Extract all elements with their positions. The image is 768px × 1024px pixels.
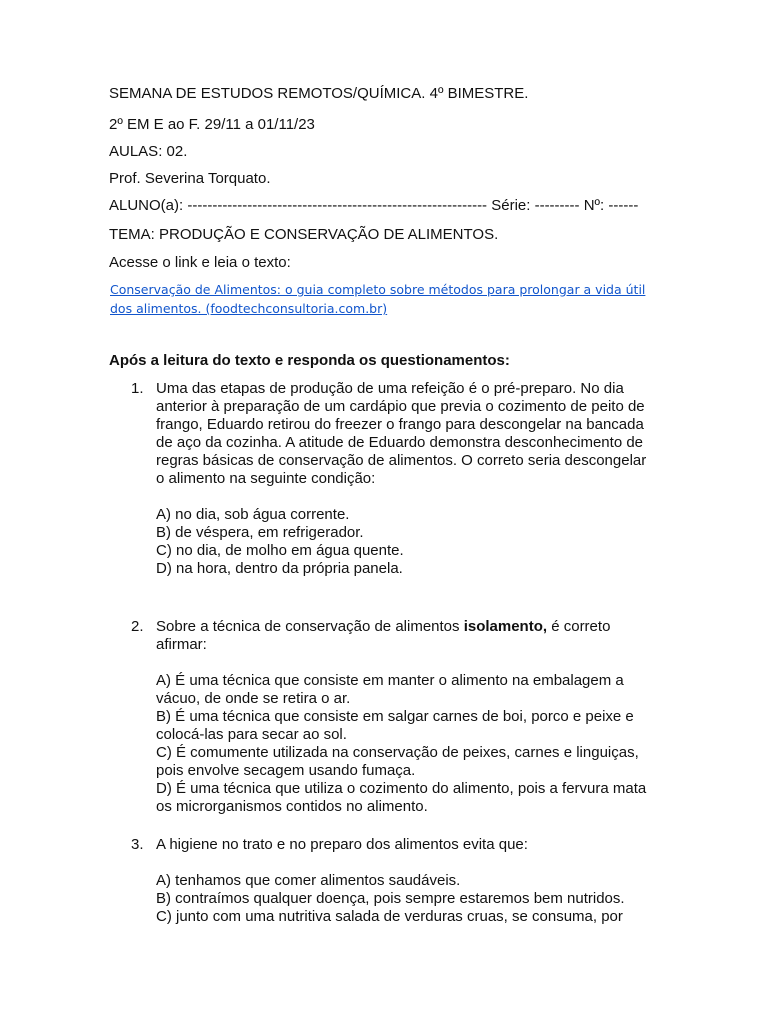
option-c: C) É comumente utilizada na conservação de peixes, carnes e linguiças, pois envolve secagem usando fumaça. <box>156 744 639 779</box>
option-c: C) no dia, de molho em água quente. <box>156 542 404 559</box>
option-c: C) junto com uma nutritiva salada de verduras cruas, se consuma, por <box>156 908 623 925</box>
question-text: A higiene no trato e no preparo dos alimentos evita que: <box>156 836 528 853</box>
question-2 <box>131 618 651 816</box>
theme-line: TEMA: PRODUÇÃO E CONSERVAÇÃO DE ALIMENTOS. <box>109 226 499 243</box>
question-text-start: Sobre a técnica de conservação de alimentos <box>156 618 464 635</box>
question-number: 2. <box>131 618 144 635</box>
access-link-prompt: Acesse o link e leia o texto: <box>109 254 291 271</box>
option-d: D) É uma técnica que utiliza o cozimento do alimento, pois a fervura mata os microrganismos contidos no alimento. <box>156 780 647 815</box>
question-number: 1. <box>131 380 144 397</box>
question-text-bold-term: isolamento, <box>463 618 548 635</box>
question-text-end: é correto afirmar: <box>156 618 611 653</box>
question-number: 3. <box>131 836 144 853</box>
question-3 <box>131 836 651 926</box>
header-line-teacher: Prof. Severina Torquato. <box>109 170 271 187</box>
option-a: A) no dia, sob água corrente. <box>156 506 350 523</box>
instruction-heading: Após a leitura do texto e responda os questionamentos: <box>109 352 510 369</box>
option-d: D) na hora, dentro da própria panela. <box>156 560 403 577</box>
options-list <box>156 672 651 816</box>
option-b: B) de véspera, em refrigerador. <box>156 524 364 541</box>
question-1 <box>131 380 651 578</box>
header-line-class-dates: 2º EM E ao F. 29/11 a 01/11/23 <box>109 116 315 133</box>
options-list <box>156 506 651 578</box>
student-field-line: ALUNO(a): ------------------------------------------------------------ Série: --------- Nº: ------ <box>109 197 639 214</box>
option-a: A) É uma técnica que consiste em manter o alimento na embalagem a vácuo, de onde se retira o ar. <box>156 672 624 707</box>
header-line-lessons: AULAS: 02. <box>109 143 188 160</box>
question-text <box>156 618 651 654</box>
option-b: B) contraímos qualquer doença, pois sempre estaremos bem nutridos. <box>156 890 625 907</box>
options-list <box>156 872 651 926</box>
header-line-subject: SEMANA DE ESTUDOS REMOTOS/QUÍMICA. 4º BIMESTRE. <box>109 85 529 102</box>
option-b: B) É uma técnica que consiste em salgar carnes de boi, porco e peixe e colocá-las para secar ao sol. <box>156 708 634 743</box>
question-text: Uma das etapas de produção de uma refeição é o pré-preparo. No dia anterior à preparação de um cardápio que previa o cozimento de peito de frango, Eduardo retirou do freezer o frango para descongelar na bancada de aço da cozinha. A atitude de Eduardo demonstra desconhecimento de regras básicas de conservação de alimentos. O correto seria descongelar o alimento na seguinte condição: <box>156 380 647 487</box>
article-link[interactable]: Conservação de Alimentos: o guia completo sobre métodos para prolongar a vida útil dos alimentos. (foodtechconsultoria.com.br) <box>110 282 646 316</box>
option-a: A) tenhamos que comer alimentos saudáveis. <box>156 872 461 889</box>
